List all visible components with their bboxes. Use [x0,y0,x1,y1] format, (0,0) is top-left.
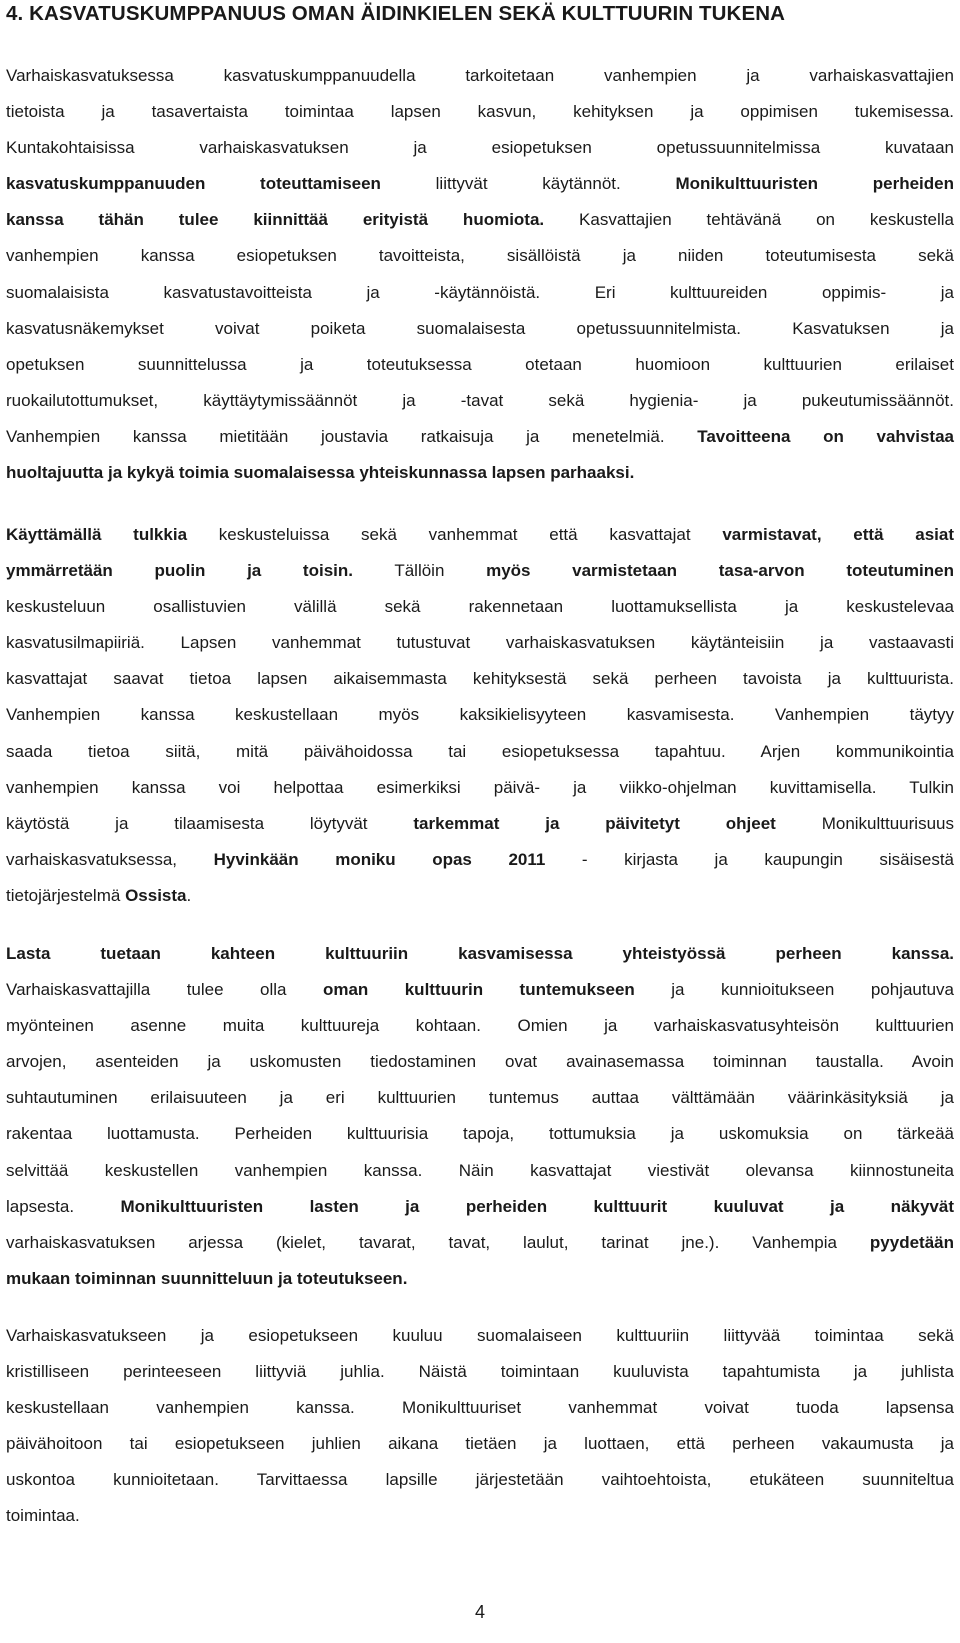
paragraph-juhlat [6,1318,954,1535]
text-run: Varhaiskasvattajilla tulee olla [6,980,323,1000]
text-line [6,1462,954,1498]
text-run: tietojärjestelmä [6,885,126,905]
text-run: Kasvattajien tehtävänä on keskustella [544,210,954,230]
text-run: kasvattajat saavat tietoa lapsen aikaisemmasta kehityksestä sekä perheen tavoista ja kulttuurista. [6,669,954,689]
text-run: rakentaa luottamusta. Perheiden kulttuurisia tapoja, tottumuksia ja uskomuksia on tärkeää [6,1124,954,1144]
paragraph-kulttuurit [6,936,954,1297]
bold-text: kasvatuskumppanuuden toteuttamiseen [6,174,381,194]
text-line [6,661,954,697]
text-run: Kuntakohtaisissa varhaiskasvatuksen ja esiopetuksen opetussuunnitelmissa kuvataan [6,138,954,158]
text-line [6,878,954,914]
text-line [6,1044,954,1080]
text-line [6,94,954,130]
text-run: saada tietoa siitä, mitä päivähoidossa tai esiopetuksessa tapahtuu. Arjen kommunikointia [6,741,954,761]
paragraph-tulkki [6,517,954,914]
text-line [6,166,954,202]
text-run: vanhempien kanssa voi helpottaa esimerkiksi päivä- ja viikko-ohjelman kuvittamisella. Tulkin [6,777,954,797]
text-run: ja kunnioitukseen pohjautuva [634,980,954,1000]
text-line [6,347,954,383]
bold-text: oman kulttuurin tuntemukseen [322,980,635,1000]
text-line [6,1390,954,1426]
text-line [6,1080,954,1116]
text-run: Varhaiskasvatuksessa kasvatuskumppanuudella tarkoitetaan vanhempien ja varhaiskasvattajien [6,66,954,85]
text-line [6,1426,954,1462]
bold-text: pyydetään [869,1232,954,1252]
text-line [6,1498,954,1534]
text-run: . [186,885,192,905]
text-run: tietoista ja tasavertaista toimintaa lapsen kasvun, kehityksen ja oppimisen tukemisessa. [6,102,954,122]
text-line [6,972,954,1008]
bold-text: huoltajuutta ja kykyä toimia suomalaisessa yhteiskunnassa lapsen parhaaksi. [6,463,635,483]
bold-text: Lasta tuetaan kahteen kulttuuriin kasvamisessa yhteistyössä perheen kanssa. [6,944,954,963]
bold-text: Hyvinkään moniku opas 2011 [213,849,546,869]
text-line [6,58,954,94]
text-line [6,734,954,770]
text-line [6,697,954,733]
text-run: lapsesta. [6,1196,121,1216]
text-line [6,275,954,311]
text-run: keskusteluissa sekä vanhemmat että kasvattajat [187,525,723,544]
text-run: selvittää keskustellen vanhempien kanssa. Näin kasvattajat viestivät olevansa kiinnostuneita [6,1160,954,1180]
text-run: - kirjasta ja kaupungin sisäisestä [545,849,955,869]
text-run: kristilliseen perinteeseen liittyviä juhlia. Näistä toimintaan kuuluvista tapahtumista ja juhlista [6,1362,954,1382]
text-line [6,1008,954,1044]
text-line [6,1354,954,1390]
text-run: varhaiskasvatuksen arjessa (kielet, tavarat, tavat, laulut, tarinat jne.). Vanhempia [6,1232,870,1252]
text-run: varhaiskasvatuksessa, [6,849,214,869]
bold-text: varmistavat, että asiat [722,525,954,544]
text-line [6,1116,954,1152]
bold-text: Tavoitteena on vahvistaa [697,426,954,446]
paragraph-kasvatuskumppanuus [6,58,954,491]
text-line [6,806,954,842]
text-line [6,842,954,878]
text-run: myönteinen asenne muita kulttuureja kohtaan. Omien ja varhaiskasvatusyhteisön kulttuurien [6,1016,954,1036]
text-line [6,202,954,238]
text-line [6,1225,954,1261]
text-run: Vanhempien kanssa mietitään joustavia ratkaisuja ja menetelmiä. [6,426,698,446]
text-run: kasvatusilmapiiriä. Lapsen vanhemmat tutustuvat varhaiskasvatuksen käytänteisiin ja vastaavasti [6,633,954,653]
text-run: Varhaiskasvatukseen ja esiopetukseen kuuluu suomalaiseen kulttuuriin liittyvää toimintaa sekä [6,1326,954,1345]
text-line [6,553,954,589]
text-line [6,419,954,455]
text-line [6,1153,954,1189]
text-run: liittyvät käytännöt. [380,174,676,194]
text-line [6,770,954,806]
bold-text: Monikulttuuristen perheiden [675,174,954,194]
text-run: suomalaisista kasvatustavoitteista ja -käytännöistä. Eri kulttuureiden oppimis- ja [6,282,954,302]
text-line [6,625,954,661]
text-line [6,455,954,491]
text-run: Monikulttuurisuus [775,813,954,833]
text-line [6,1189,954,1225]
text-run: vanhempien kanssa esiopetuksen tavoitteista, sisällöistä ja niiden toteutumisesta sekä [6,246,954,266]
text-run: arvojen, asenteiden ja uskomusten tiedostaminen ovat avainasemassa toiminnan taustalla. Avoin [6,1052,954,1072]
page-number: 4 [474,1602,485,1622]
bold-text: kanssa tähän tulee kiinnittää erityistä huomiota. [6,210,545,230]
text-run: kasvatusnäkemykset voivat poiketa suomalaisesta opetussuunnitelmista. Kasvatuksen ja [6,318,954,338]
text-run: Vanhempien kanssa keskustellaan myös kaksikielisyyteen kasvamisesta. Vanhempien täytyy [6,705,954,725]
text-line [6,383,954,419]
text-line [6,1261,954,1297]
bold-text: myös varmistetaan tasa-arvon toteutuminen [486,561,954,581]
text-run: käytöstä ja tilaamisesta löytyvät [6,813,414,833]
text-line [6,936,954,972]
text-line [6,238,954,274]
text-run: ruokailutottumukset, käyttäytymissäännöt ja -tavat sekä hygienia- ja pukeutumissäännöt. [6,390,954,410]
text-line [6,589,954,625]
text-line [6,517,954,553]
text-run: Tällöin [352,561,487,581]
text-run: suhtautuminen erilaisuuteen ja eri kulttuurien tuntemus auttaa välttämään väärinkäsityksiä ja [6,1088,954,1108]
text-run: uskontoa kunnioitetaan. Tarvittaessa lapsille järjestetään vaihtoehtoista, etukäteen suunniteltua [6,1470,954,1490]
text-run: päivähoitoon tai esiopetukseen juhlien aikana tietäen ja luottaen, että perheen vakaumusta ja [6,1434,954,1454]
bold-text: tarkemmat ja päivitetyt ohjeet [413,813,776,833]
bold-text: ymmärretään puolin ja toisin. [6,561,353,581]
text-run: keskustellaan vanhempien kanssa. Monikulttuuriset vanhemmat voivat tuoda lapsensa [6,1398,954,1418]
text-line [6,130,954,166]
bold-text: Käyttämällä tulkkia [6,525,188,544]
text-line [6,311,954,347]
text-run: toimintaa. [6,1506,80,1526]
bold-text: mukaan toiminnan suunnitteluun ja toteutukseen. [6,1268,408,1288]
bold-text: Monikulttuuristen lasten ja perheiden kulttuurit kuuluvat ja näkyvät [120,1196,954,1216]
text-run: keskusteluun osallistuvien välillä sekä rakennetaan luottamuksellista ja keskustelevaa [6,597,954,617]
section-heading: 4. KASVATUSKUMPPANUUS OMAN ÄIDINKIELEN SEKÄ KULTTUURIN TUKENA [6,2,786,25]
text-run: opetuksen suunnittelussa ja toteutuksessa otetaan huomioon kulttuurien erilaiset [6,354,954,374]
bold-text: Ossista [125,885,187,905]
text-line [6,1318,954,1354]
